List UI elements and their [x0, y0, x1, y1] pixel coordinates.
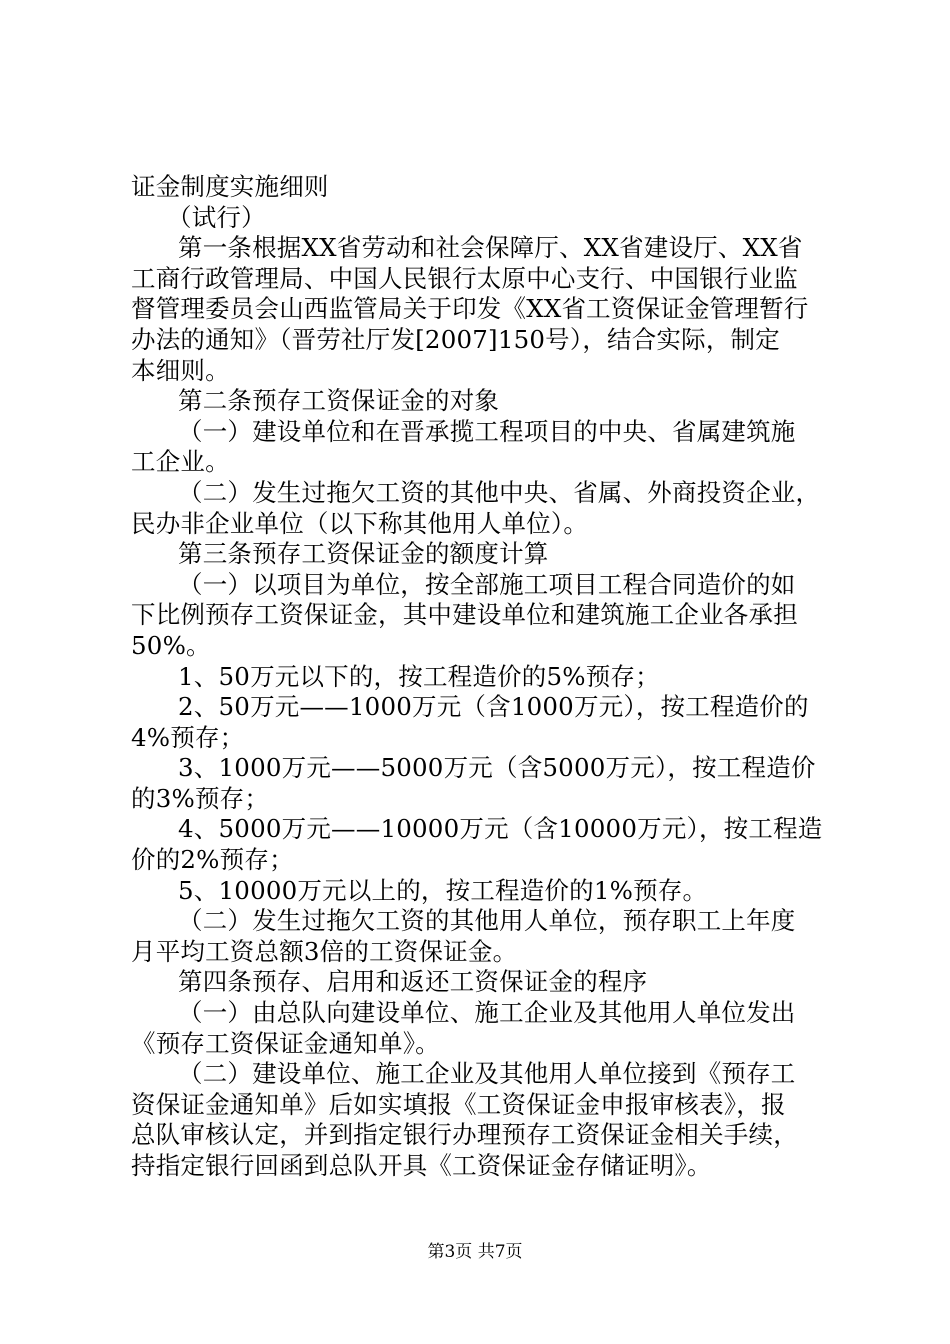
- text-line: 5、10000万元以上的，按工程造价的1%预存。: [178, 875, 708, 905]
- text-line: 办法的通知》（晋劳社厅发[2007]150号），结合实际，制定: [131, 324, 780, 354]
- text-line: 第三条预存工资保证金的额度计算: [178, 539, 549, 569]
- text-line: （一）由总队向建设单位、施工企业及其他用人单位发出: [178, 998, 796, 1028]
- text-line: 的3%预存；: [131, 783, 270, 813]
- page-footer: 第3页 共7页: [427, 1242, 523, 1262]
- text-line: 月平均工资总额3倍的工资保证金。: [131, 936, 518, 966]
- text-line: 价的2%预存；: [131, 845, 294, 875]
- text-line: 总队审核认定，并到指定银行办理预存工资保证金相关手续，: [131, 1120, 798, 1150]
- text-line: （试行）: [167, 202, 266, 232]
- text-line: 4、5000万元——10000万元（含10000万元），按工程造: [178, 814, 823, 844]
- text-line: 1、50万元以下的，按工程造价的5%预存；: [178, 661, 660, 691]
- text-line: 下比例预存工资保证金，其中建设单位和建筑施工企业各承担: [131, 600, 798, 630]
- text-line: （一）以项目为单位，按全部施工项目工程合同造价的如: [178, 569, 796, 599]
- text-line: （一）建设单位和在晋承揽工程项目的中央、省属建筑施: [178, 416, 796, 446]
- text-line: 工企业。: [131, 447, 230, 477]
- text-line: 资保证金通知单》后如实填报《工资保证金申报审核表》，报: [131, 1089, 786, 1119]
- text-line: 民办非企业单位（以下称其他用人单位）。: [131, 508, 589, 538]
- text-line: 第一条根据XX省劳动和社会保障厅、XX省建设厅、XX省: [178, 233, 803, 263]
- text-line: 50%。: [131, 630, 211, 660]
- text-line: （二）建设单位、施工企业及其他用人单位接到《预存工: [178, 1059, 796, 1089]
- text-line: 工商行政管理局、中国人民银行太原中心支行、中国银行业监: [131, 263, 798, 293]
- text-line: 2、50万元——1000万元（含1000万元），按工程造价的: [178, 692, 809, 722]
- text-line: 本细则。: [131, 355, 230, 385]
- text-line: 《预存工资保证金通知单》。: [131, 1028, 440, 1058]
- text-line: 持指定银行回函到总队开具《工资保证金存储证明》。: [131, 1151, 712, 1180]
- text-line: （二）发生过拖欠工资的其他中央、省属、外商投资企业，: [178, 477, 821, 507]
- document-body: [131, 172, 836, 1182]
- text-line: 3、1000万元——5000万元（含5000万元），按工程造价: [178, 753, 816, 783]
- text-line: 4%预存；: [131, 722, 245, 752]
- text-line: （二）发生过拖欠工资的其他用人单位，预存职工上年度: [178, 906, 796, 936]
- text-line: 督管理委员会山西监管局关于印发《XX省工资保证金管理暂行: [131, 294, 809, 324]
- text-line: 第四条预存、启用和返还工资保证金的程序: [178, 967, 648, 997]
- text-line: 第二条预存工资保证金的对象: [178, 386, 500, 416]
- document-heading: 证金制度实施细则: [131, 172, 329, 201]
